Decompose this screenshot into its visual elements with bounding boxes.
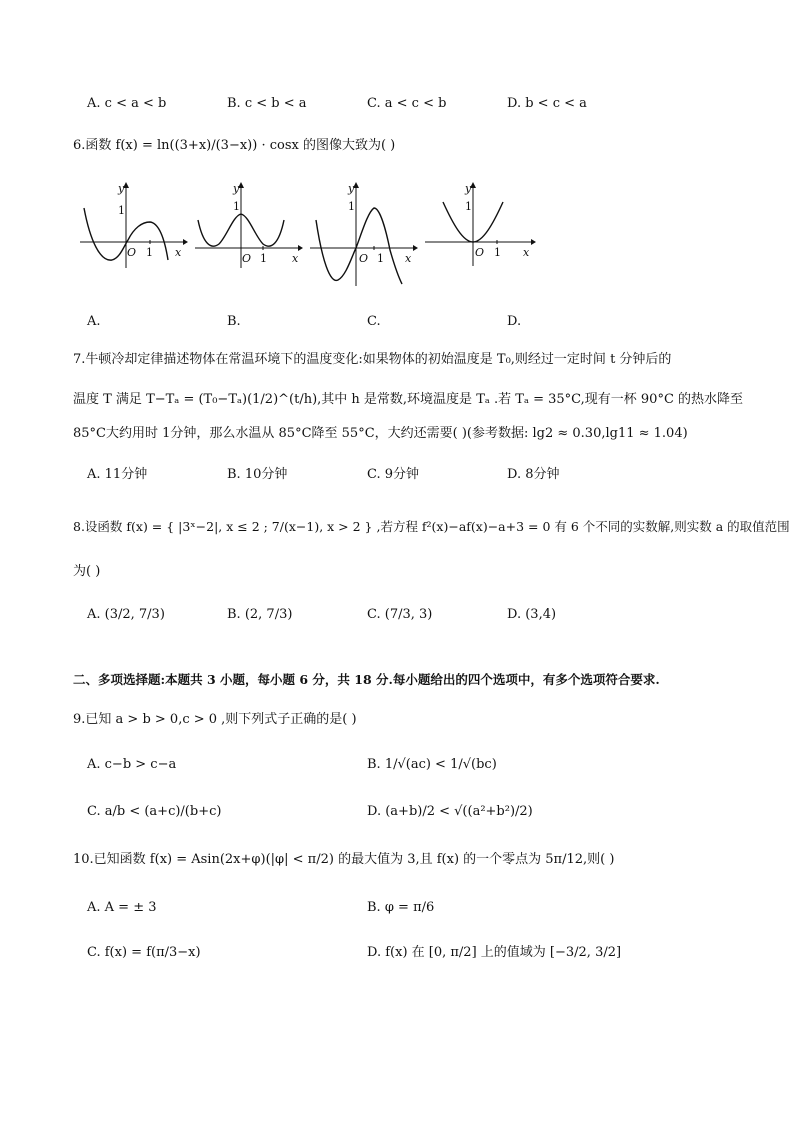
tick-1: 1	[118, 204, 125, 217]
q9-option-c[interactable]: C. a/b < (a+c)/(b+c)	[87, 804, 222, 819]
q8-line-1: 8.设函数 f(x) = { |3ˣ−2|, x ≤ 2 ; 7/(x−1), x > 2 } ,若方程 f²(x)−af(x)−a+3 = 0 有 6 个不同的实数解,则实数 a 的取值范围	[73, 519, 790, 534]
axis-x-label: x	[175, 246, 182, 259]
tick-1: 1	[494, 246, 501, 259]
q9-option-b[interactable]: B. 1/√(ac) < 1/√(bc)	[367, 757, 497, 772]
origin-label: O	[359, 252, 369, 265]
tick-1: 1	[146, 246, 153, 259]
q9-option-a[interactable]: A. c−b > c−a	[87, 757, 177, 772]
q5-option-b[interactable]: B. c < b < a	[227, 96, 307, 111]
q7-line-3: 85°C大约用时 1分钟，那么水温从 85°C降至 55°C，大约还需要( )(参考数据: lg2 ≈ 0.30,lg11 ≈ 1.04)	[73, 426, 688, 441]
axis-x-label: x	[523, 246, 530, 259]
axis-y-label: y	[118, 182, 125, 195]
q6-label-a[interactable]: A.	[87, 314, 101, 329]
q10-option-d[interactable]: D. f(x) 在 [0, π/2] 上的值域为 [−3/2, 3/2]	[367, 945, 622, 960]
q5-option-d[interactable]: D. b < c < a	[507, 96, 587, 111]
axis-y-label: y	[465, 182, 472, 195]
q9-stem: 9.已知 a > b > 0,c > 0 ,则下列式子正确的是( )	[73, 712, 357, 727]
q6-graph-a[interactable]	[78, 180, 188, 270]
axis-x-label: x	[405, 252, 412, 265]
q6-label-b[interactable]: B.	[227, 314, 241, 329]
section-2-header: 二、多项选择题:本题共 3 小题，每小题 6 分，共 18 分.每小题给出的四个选项中，有多个选项符合要求.	[73, 672, 660, 687]
q10-option-b[interactable]: B. φ = π/6	[367, 900, 435, 915]
q6-stem: 6.函数 f(x) = ln((3+x)/(3−x)) · cosx 的图像大致为( )	[73, 138, 396, 153]
q7-option-b[interactable]: B. 10分钟	[227, 467, 288, 482]
q6-graph-d[interactable]	[423, 180, 538, 270]
tick-1: 1	[233, 200, 240, 213]
q8-option-b[interactable]: B. (2, 7/3)	[227, 607, 293, 622]
axis-y-label: y	[233, 182, 240, 195]
q7-line-2: 温度 T 满足 T−Tₐ = (T₀−Tₐ)(1/2)^(t/h),其中 h 是常数,环境温度是 Tₐ .若 Tₐ = 35°C,现有一杯 90°C 的热水降至	[73, 392, 744, 407]
origin-label: O	[242, 252, 252, 265]
q7-line-1: 7.牛顿冷却定律描述物体在常温环境下的温度变化:如果物体的初始温度是 T₀,则经过一定时间 t 分钟后的	[73, 352, 672, 367]
q9-option-d[interactable]: D. (a+b)/2 < √((a²+b²)/2)	[367, 804, 533, 819]
q5-option-a[interactable]: A. c < a < b	[87, 96, 167, 111]
q8-option-c[interactable]: C. (7/3, 3)	[367, 607, 433, 622]
q6-graph-b[interactable]	[193, 180, 303, 270]
q6-label-d[interactable]: D.	[507, 314, 522, 329]
axis-x-label: x	[292, 252, 299, 265]
q5-option-c[interactable]: C. a < c < b	[367, 96, 447, 111]
q10-stem: 10.已知函数 f(x) = Asin(2x+φ)(|φ| < π/2) 的最大值为 3,且 f(x) 的一个零点为 5π/12,则( )	[73, 852, 615, 867]
q7-option-c[interactable]: C. 9分钟	[367, 467, 420, 482]
q8-line-2: 为( )	[73, 564, 101, 579]
tick-1: 1	[348, 200, 355, 213]
tick-1: 1	[465, 200, 472, 213]
q10-option-c[interactable]: C. f(x) = f(π/3−x)	[87, 945, 201, 960]
tick-1: 1	[377, 252, 384, 265]
q8-option-d[interactable]: D. (3,4)	[507, 607, 557, 622]
q6-graph-c[interactable]	[308, 180, 418, 290]
q10-option-a[interactable]: A. A = ± 3	[87, 900, 157, 915]
q6-label-c[interactable]: C.	[367, 314, 381, 329]
origin-label: O	[127, 246, 137, 259]
axis-y-label: y	[348, 182, 355, 195]
tick-1: 1	[260, 252, 267, 265]
origin-label: O	[475, 246, 485, 259]
q8-option-a[interactable]: A. (3/2, 7/3)	[87, 607, 165, 622]
q7-option-a[interactable]: A. 11分钟	[87, 467, 148, 482]
q7-option-d[interactable]: D. 8分钟	[507, 467, 560, 482]
